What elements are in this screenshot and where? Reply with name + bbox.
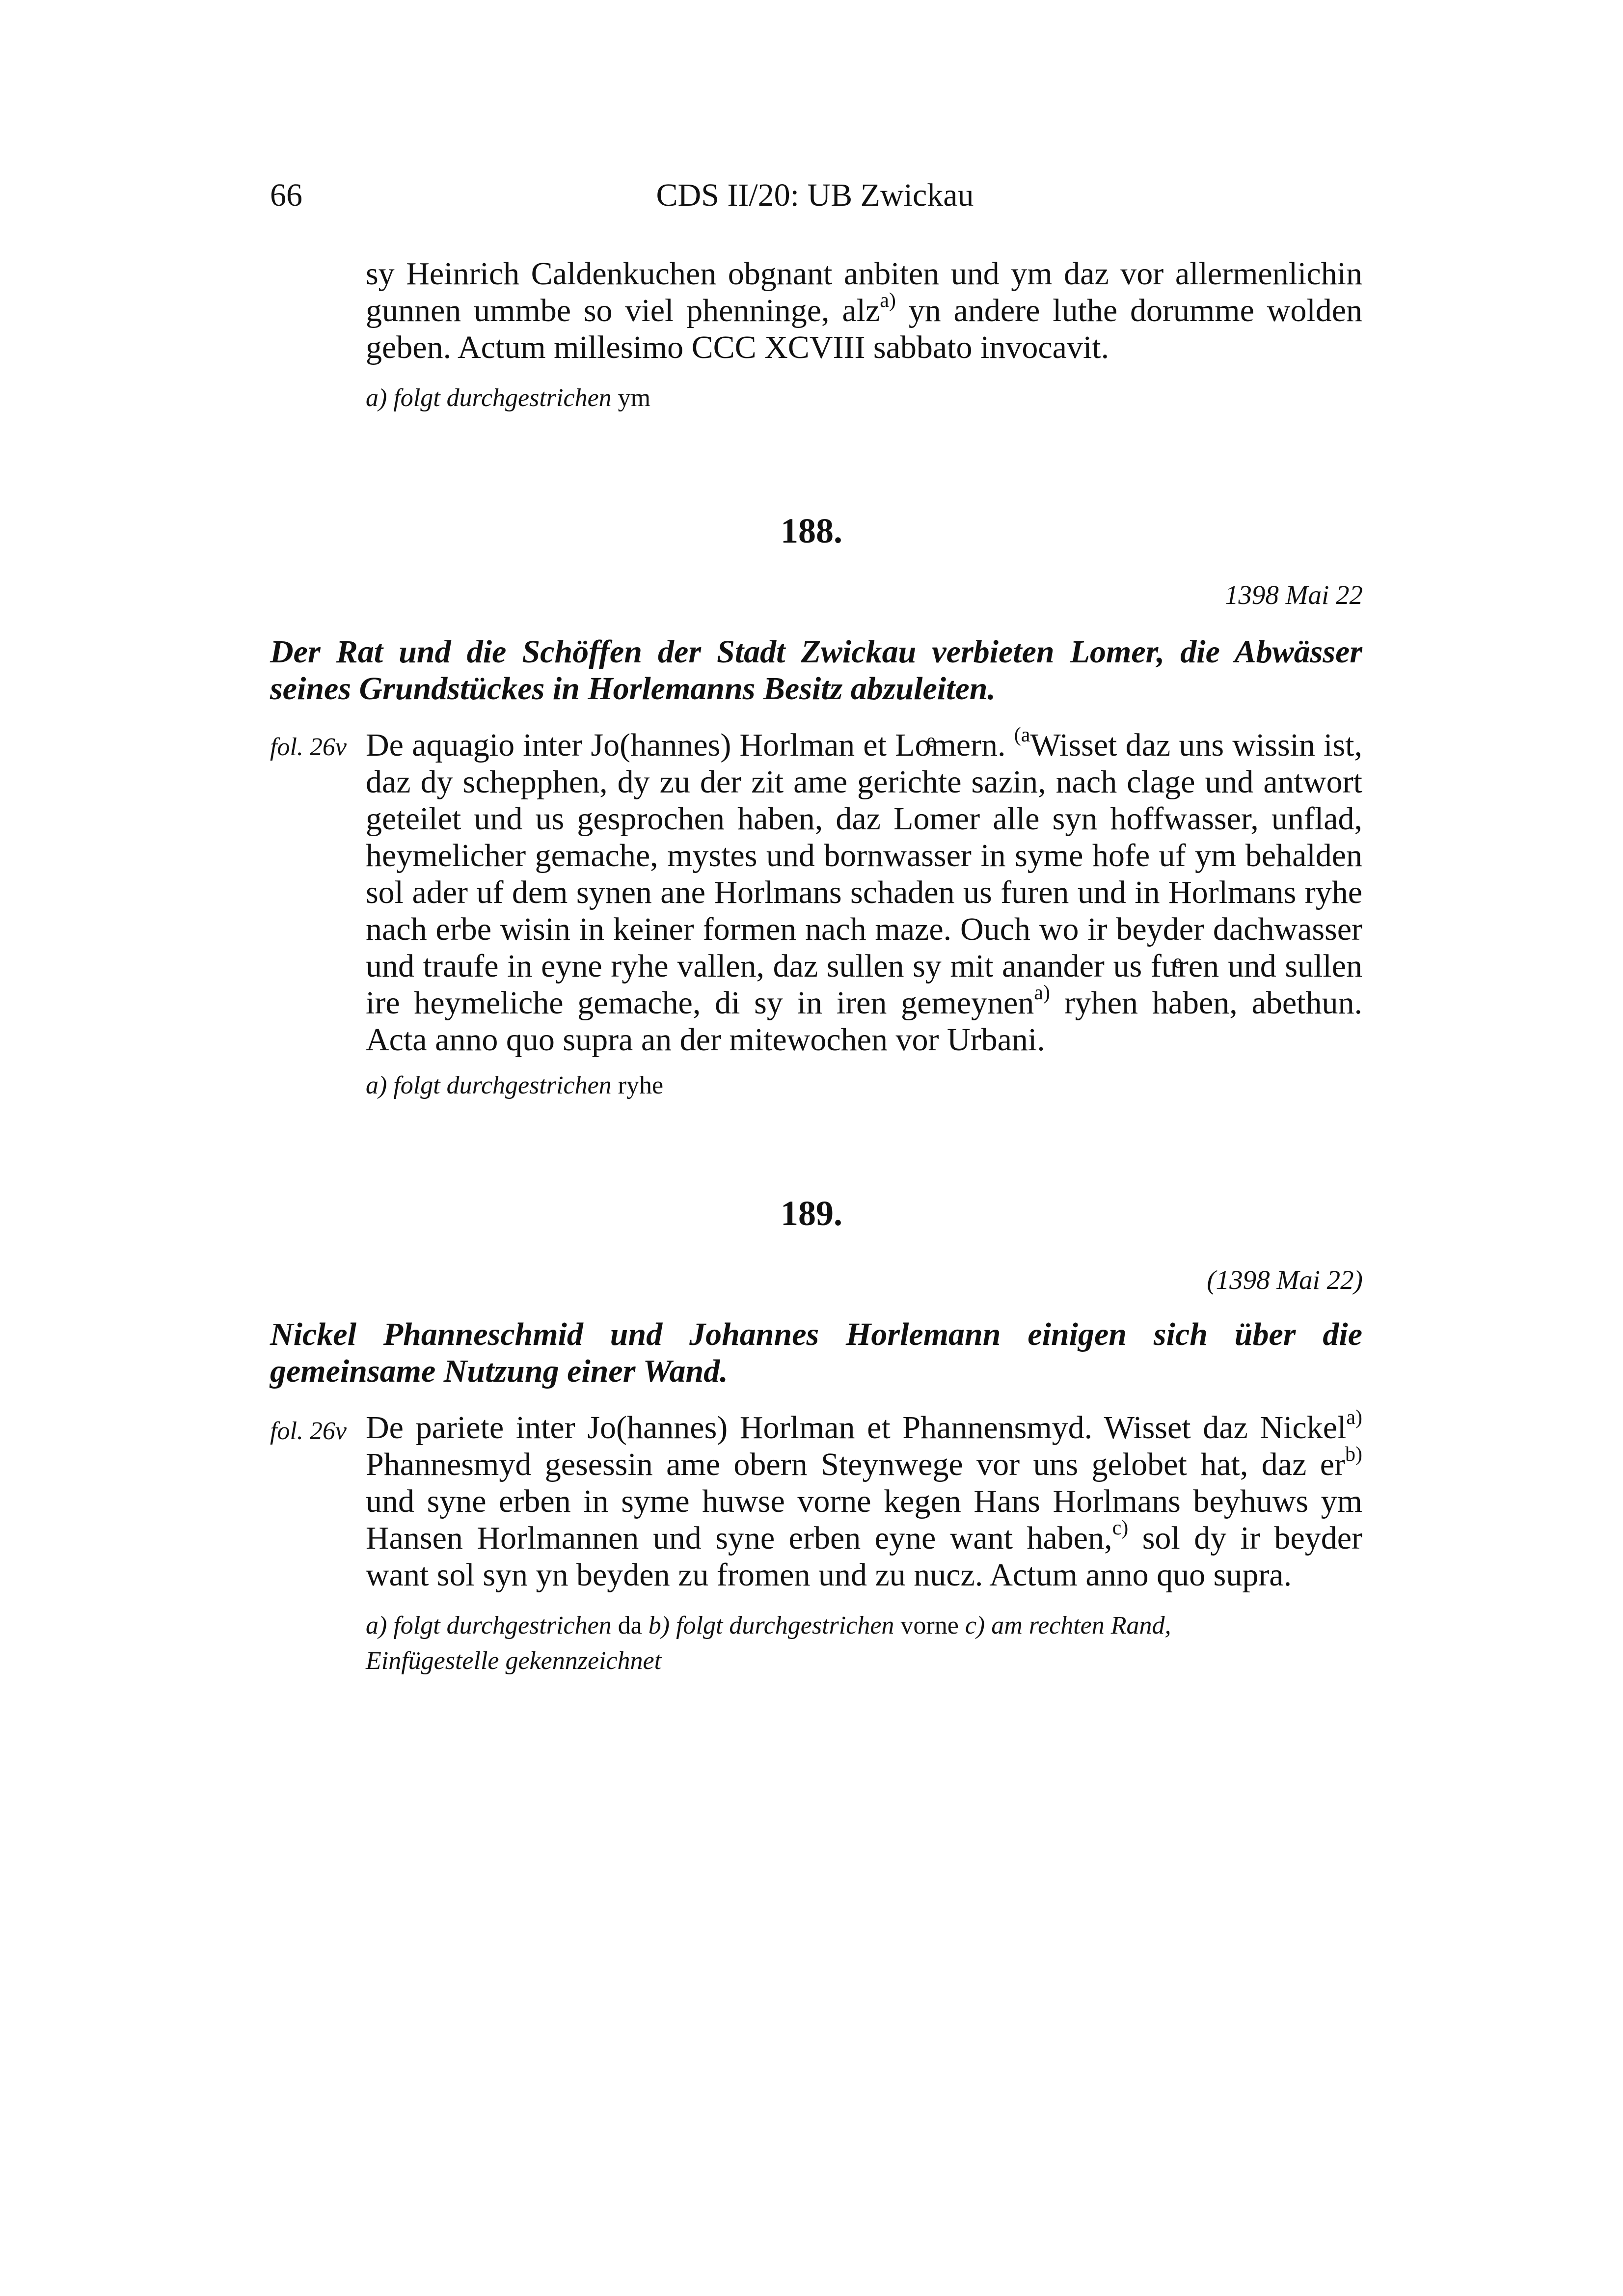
page-header — [270, 177, 1360, 216]
entry-189-regest: Nickel Phanneschmid und Johannes Horlemann einigen sich über die gemeinsame Nutzung einer Wand. — [270, 1316, 1362, 1389]
footnote-ref-open-a: (a — [1014, 724, 1030, 746]
entry-189-number: 189. — [781, 1194, 842, 1233]
entry-189-folio: fol. 26v — [270, 1417, 347, 1445]
footnote-ref-b: b) — [1345, 1443, 1362, 1466]
entry-188-regest: Der Rat und die Schöffen der Stadt Zwickau verbieten Lomer, die Abwässer seines Grundstückes in Horlemanns Besitz abzuleiten. — [270, 634, 1362, 707]
entry-188-folio: fol. 26v — [270, 733, 347, 761]
footnote-ref-a: a) — [1034, 982, 1050, 1004]
footnote-ref-a: a) — [1346, 1406, 1362, 1429]
entry-188-date: 1398 Mai 22 — [1224, 580, 1363, 610]
entry-189-date: (1398 Mai 22) — [1207, 1265, 1363, 1295]
entry-188-number: 188. — [781, 511, 842, 550]
entry-189-text: De pariete inter Jo(hannes) Horlman et Phannensmyd. Wisset daz Nickel$^{a)}$ Phannesmyd gesessin ame obern Steynwege vor uns gelobet hat, daz $er^{b)}$ und syne erben in syme huwse vorne kegen Hans Horlmans beyhuws ym Hansen Horlmannen und syne erben eyne want haben,$^{c)}$ sol dy ir beyder want sol syn yn beyden zu fromen und zu nucz. Actum anno quo supra. — [366, 1406, 1363, 1593]
entry-188-footnote: a) folgt durchgestrichen ryhe — [366, 1071, 664, 1099]
prev-entry-footnote: a) folgt durchgestrichen ym — [366, 384, 651, 412]
prev-entry-text: sy Heinrich Caldenkuchen obgnant anbiten und ym daz vor allermenlichin gunnen ummbe so viel phenninge, alz$^{a)}$ yn andere luthe dorumme wolden geben. Actum millesimo CCC XCVIII sabbato invocavit. — [366, 256, 1362, 365]
entry-189-footnotes: a) folgt durchgestrichen da b) folgt durchgestrichen vorne c) am rechten Rand, Einfügestelle gekennzeichnet — [366, 1612, 1171, 1675]
entry-188-text: De aquagio inter Jo(hannes) Horlman et Loͤmern. $^{(a}$Wisset daz uns wissin ist, daz dy schepphen, dy zu der zit ame gerichte sazin, nach clage und antwort geteilet und us gesprochen haben, daz Lomer alle syn hoffwasser, unflad, heymelicher gemache, mystes und bornwasser in syme hofe uf ym behalden sol ader uf dem synen ane Horlmans schaden us furen und in Horlmans ryhe nach erbe wisin in keiner formen nach maze. Ouch wo ir beyder dachwasser und traufe in eyne ryhe vallen, daz sullen sy mit anander us fuͤren und sullen ire heymeliche gemache, di sy in iren gemeynen$^{a)}$ ryhen haben, abethun. Acta anno quo supra an der mitewochen vor Urbani. — [366, 724, 1362, 1058]
page-number: 66 — [270, 177, 302, 213]
footnote-ref-c: c) — [1112, 1517, 1129, 1539]
footnote-ref-a: a) — [880, 289, 896, 312]
running-title: CDS II/20: UB Zwickau — [656, 177, 974, 213]
